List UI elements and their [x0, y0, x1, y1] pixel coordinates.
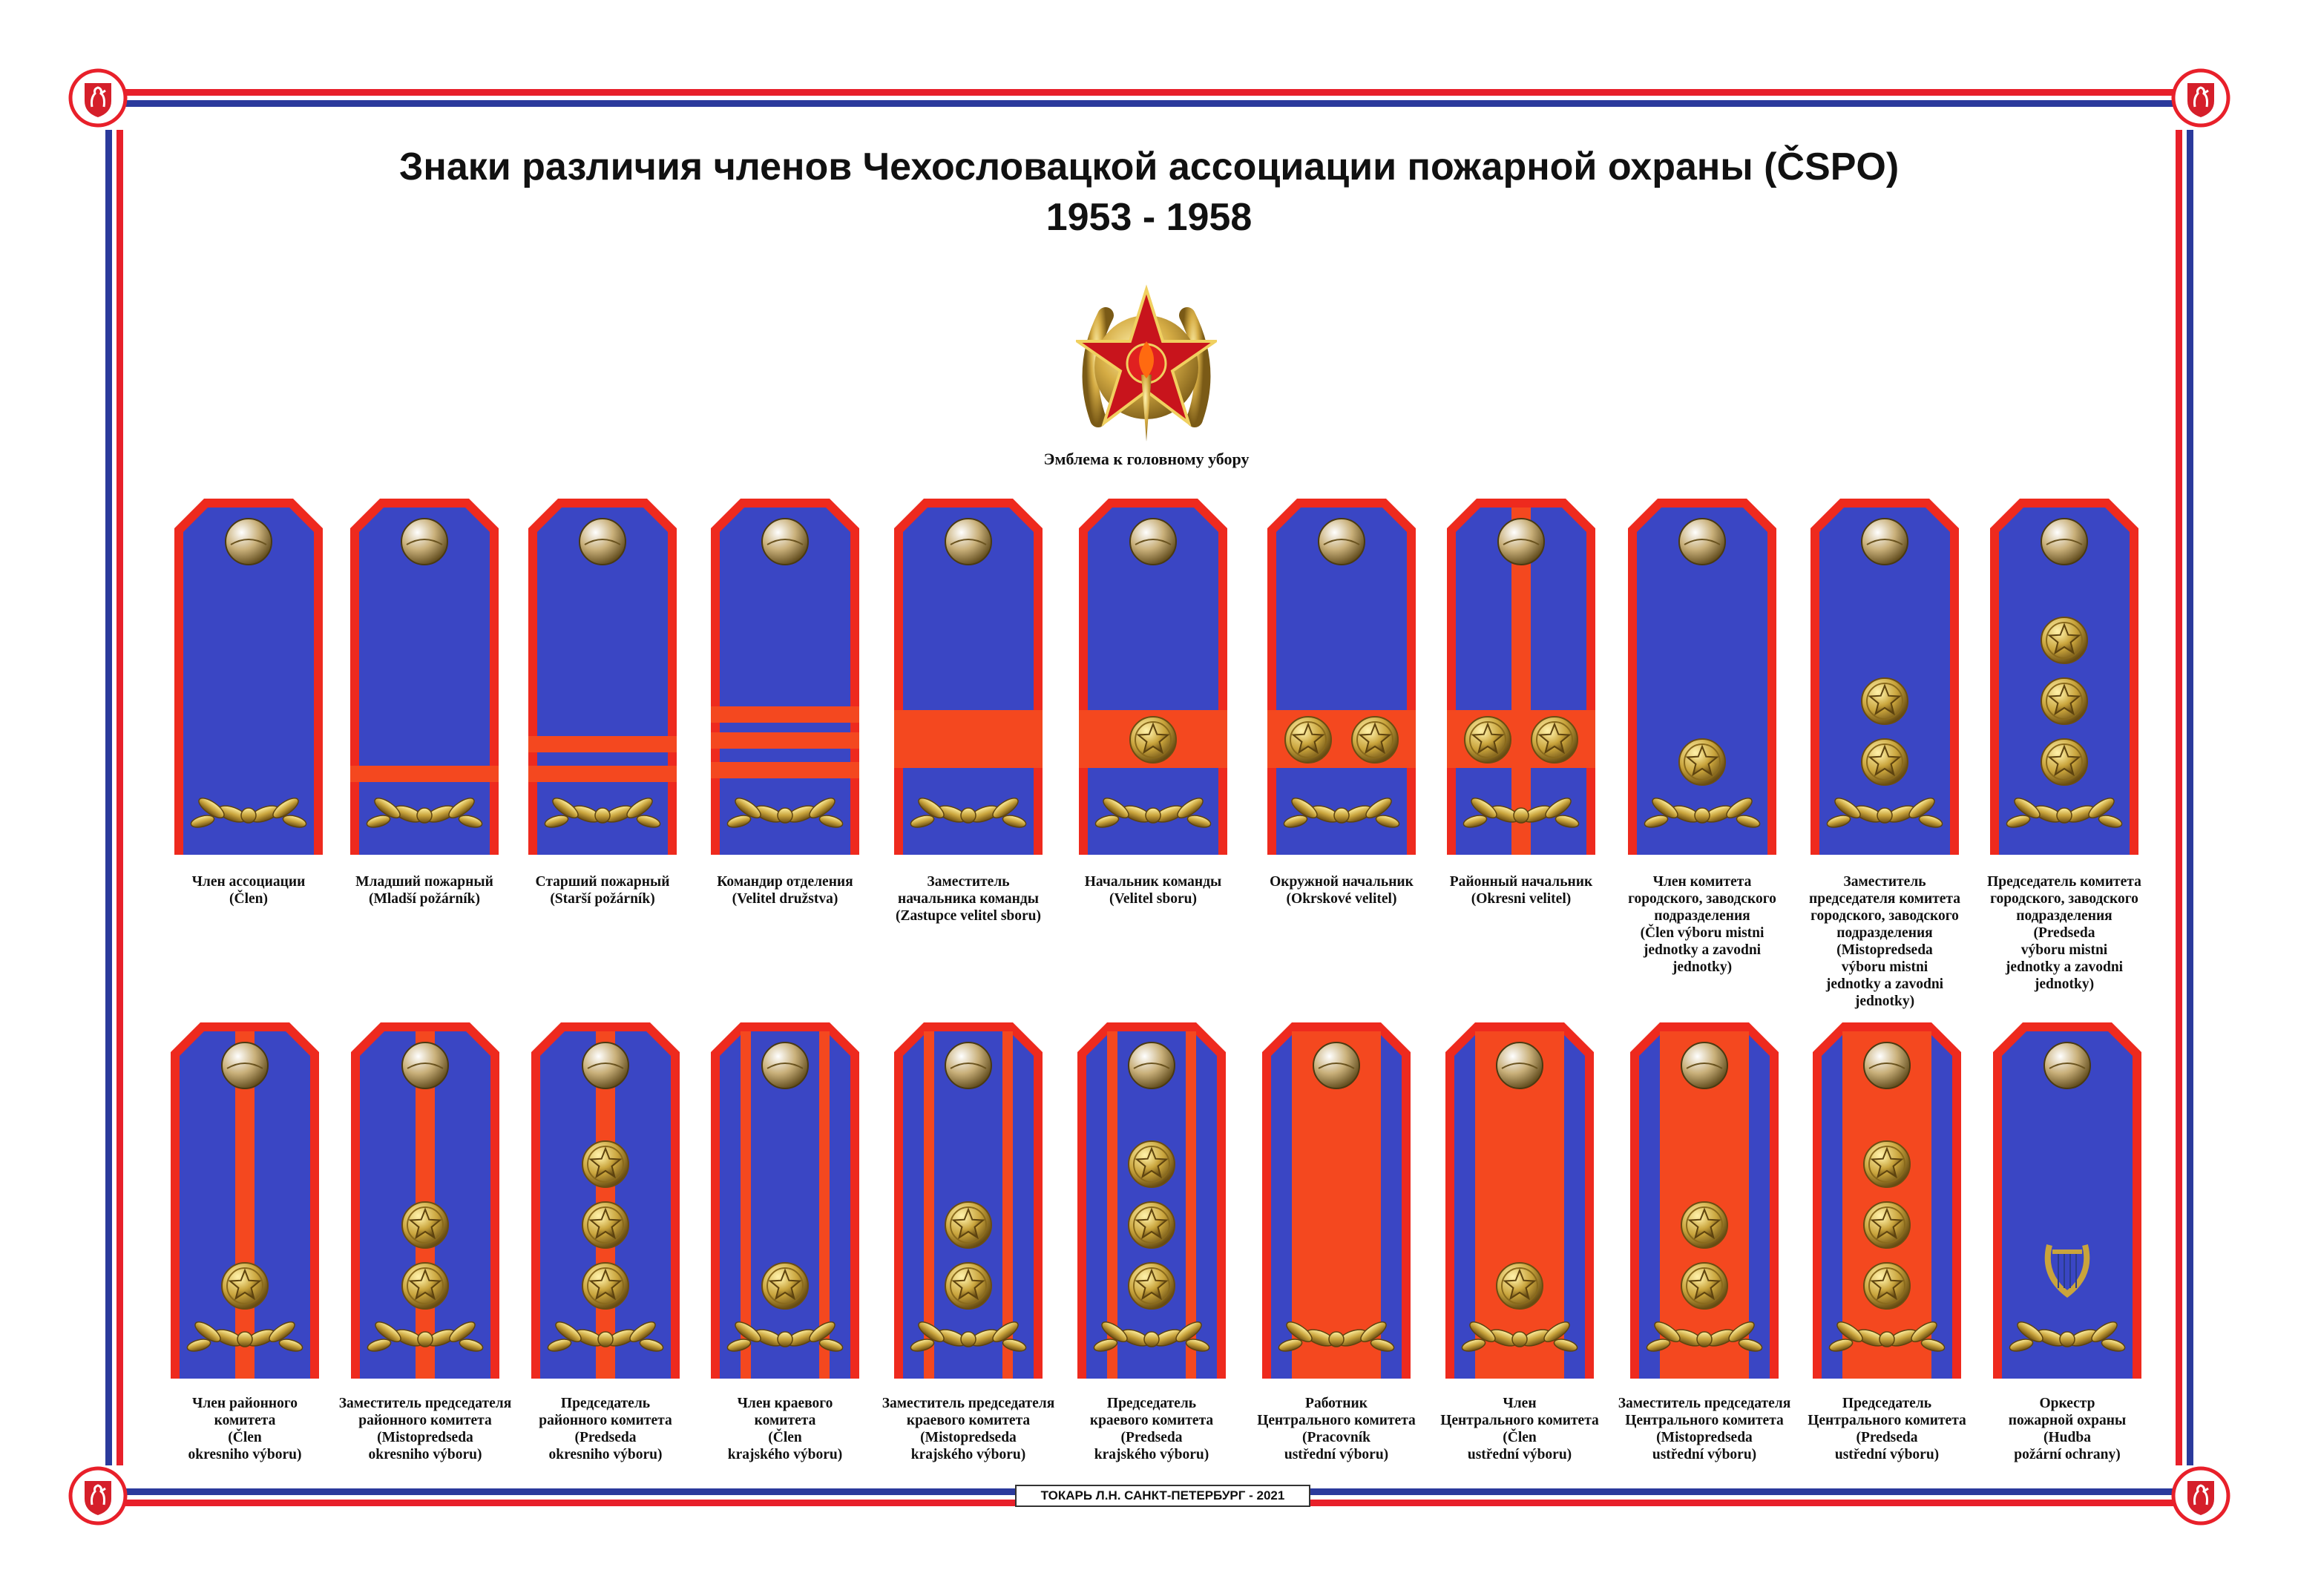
- czechoslovak-lion-shield-icon: [68, 1466, 128, 1526]
- rank-caption-line: jednotky a zavodni: [1825, 976, 1944, 992]
- strap-button-icon: [582, 1042, 628, 1088]
- rank-caption-line: Председатель: [560, 1396, 651, 1411]
- rank-caption-line: ustřední výboru): [1652, 1447, 1757, 1462]
- rank-caption-line: подразделения: [2016, 908, 2112, 924]
- rank-caption-line: Младший пожарный: [355, 874, 493, 890]
- shoulder-strap: [1267, 499, 1416, 855]
- rank-star-icon: [1285, 717, 1331, 763]
- shoulder-strap: [1445, 1022, 1594, 1379]
- strap-button-icon: [402, 1042, 448, 1088]
- rank-caption-line: krajského výboru): [727, 1447, 843, 1462]
- rank-caption-line: krajského výboru): [1094, 1447, 1209, 1462]
- rank-caption-line: городского, заводского: [1811, 908, 1959, 924]
- shoulder-strap: [351, 1022, 499, 1379]
- author-credit: ТОКАРЬ Л.Н. САНКТ-ПЕТЕРБУРГ - 2021: [1015, 1485, 1310, 1507]
- shoulder-strap: [894, 499, 1043, 855]
- rank-caption: [692, 1395, 878, 1463]
- rank-caption-line: Оркестр: [2039, 1396, 2095, 1411]
- strap-button-icon: [1319, 519, 1365, 565]
- rank-caption-line: Член: [1503, 1396, 1537, 1411]
- rank-caption-line: (Mistopredseda: [1656, 1430, 1753, 1445]
- rank-caption-line: Центрального комитета: [1257, 1413, 1416, 1428]
- strap-button-icon: [401, 519, 447, 565]
- shoulder-strap: [1993, 1022, 2141, 1379]
- rank-caption-line: комитета: [754, 1413, 816, 1428]
- rank-caption-line: (Predseda: [1856, 1430, 1918, 1445]
- rank-caption-line: начальника команды: [898, 891, 1039, 907]
- strap-button-icon: [1129, 1042, 1175, 1088]
- frame-left-red: [116, 130, 123, 1465]
- shoulder-strap: [711, 1022, 859, 1379]
- czechoslovak-lion-shield-icon: [2171, 1466, 2230, 1526]
- strap-button-icon: [762, 519, 808, 565]
- shoulder-strap: [1447, 499, 1595, 855]
- shoulder-strap: [531, 1022, 680, 1379]
- rank-star-icon: [945, 1202, 991, 1248]
- rank-caption-line: (Predseda: [1120, 1430, 1183, 1445]
- rank-caption-line: краевого комитета: [906, 1413, 1031, 1428]
- strap-button-icon: [762, 1042, 808, 1088]
- rank-caption-line: Заместитель: [1843, 874, 1926, 890]
- rank-caption-line: okresniho výboru): [548, 1447, 663, 1462]
- rank-caption-line: Заместитель председателя: [1618, 1396, 1791, 1411]
- rank-caption-line: Начальник команды: [1084, 874, 1222, 890]
- rank-star-icon: [762, 1263, 808, 1309]
- shoulder-strap: [1079, 499, 1227, 855]
- rank-caption-line: председателя комитета: [1808, 891, 1961, 907]
- strap-button-icon: [222, 1042, 268, 1088]
- rank-caption-line: Заместитель председателя: [338, 1396, 512, 1411]
- rank-caption-line: krajského výboru): [910, 1447, 1026, 1462]
- strap-button-icon: [580, 519, 626, 565]
- rank-caption-line: городского, заводского: [1628, 891, 1776, 907]
- rank-star-icon: [582, 1202, 628, 1248]
- rank-star-icon: [582, 1263, 628, 1309]
- frame-top-blue: [122, 100, 2176, 107]
- rank-star-icon: [402, 1202, 448, 1248]
- rank-caption-line: požární ochrany): [2014, 1447, 2121, 1462]
- rank-star-icon: [1129, 1141, 1175, 1187]
- rank-caption-line: Член комитета: [1652, 874, 1752, 890]
- czechoslovak-lion-shield-icon: [2171, 68, 2230, 128]
- shoulder-strap: [1628, 499, 1776, 855]
- rank-caption: [1059, 1395, 1244, 1463]
- rank-caption-line: Районный начальник: [1449, 874, 1593, 890]
- rank-star-icon: [1129, 1263, 1175, 1309]
- strap-button-icon: [226, 519, 272, 565]
- rank-caption-line: (Člen): [229, 891, 268, 907]
- strap-button-icon: [1862, 519, 1908, 565]
- rank-caption-line: (Člen: [228, 1430, 262, 1445]
- rank-caption-line: jednotky): [1672, 959, 1733, 975]
- rank-star-icon: [1862, 739, 1908, 785]
- rank-caption-line: jednotky a zavodni: [1643, 942, 1762, 958]
- rank-caption: [1974, 1395, 2160, 1463]
- rank-caption-line: Работник: [1305, 1396, 1368, 1411]
- rank-caption-line: Член ассоциации: [191, 874, 306, 890]
- shoulder-strap: [1262, 1022, 1411, 1379]
- shoulder-strap: [174, 499, 323, 855]
- strap-button-icon: [945, 519, 991, 565]
- rank-caption-line: Член краевого: [737, 1396, 833, 1411]
- strap-button-icon: [1497, 1042, 1543, 1088]
- rank-caption: [1244, 1395, 1429, 1463]
- rank-caption-line: (Mladší požárník): [368, 891, 481, 907]
- strap-button-icon: [1679, 519, 1725, 565]
- strap-button-icon: [2041, 519, 2087, 565]
- rank-caption-line: Центрального комитета: [1808, 1413, 1966, 1428]
- shoulder-strap: [1077, 1022, 1226, 1379]
- rank-caption: [692, 873, 878, 907]
- rank-caption-line: ustřední výboru): [1834, 1447, 1940, 1462]
- rank-star-icon: [2041, 617, 2087, 663]
- rank-caption-line: (Velitel družstva): [732, 891, 838, 907]
- shoulder-strap: [1813, 1022, 1961, 1379]
- rank-caption: [510, 873, 695, 907]
- rank-caption-line: подразделения: [1836, 925, 1933, 941]
- rank-star-icon: [945, 1263, 991, 1309]
- rank-caption: [1794, 1395, 1980, 1463]
- rank-caption: [1249, 873, 1434, 907]
- rank-caption-line: (Mistopredseda: [920, 1430, 1017, 1445]
- shoulder-strap: [1630, 1022, 1779, 1379]
- rank-caption: [1609, 873, 1795, 976]
- rank-caption-line: Окружной начальник: [1270, 874, 1414, 890]
- rank-star-icon: [1864, 1263, 1910, 1309]
- rank-caption: [876, 1395, 1061, 1463]
- rank-caption-line: Центрального комитета: [1440, 1413, 1599, 1428]
- rank-star-icon: [1465, 717, 1511, 763]
- rank-caption-line: (Člen: [1503, 1430, 1537, 1445]
- rank-caption: [876, 873, 1061, 925]
- strap-button-icon: [945, 1042, 991, 1088]
- rank-star-icon: [1862, 678, 1908, 724]
- rank-caption-line: výboru mistni: [1841, 959, 1928, 975]
- rank-caption-line: (Okresni velitel): [1471, 891, 1572, 907]
- rank-caption-line: подразделения: [1654, 908, 1750, 924]
- rank-caption-line: пожарной охраны: [2008, 1413, 2127, 1428]
- rank-caption-line: (Okrskové velitel): [1286, 891, 1397, 907]
- rank-caption-line: комитета: [214, 1413, 276, 1428]
- strap-button-icon: [1681, 1042, 1727, 1088]
- rank-star-icon: [1532, 717, 1578, 763]
- rank-caption-line: Командир отделения: [717, 874, 853, 890]
- shoulder-strap: [711, 499, 859, 855]
- rank-caption-line: jednotky a zavodni: [2005, 959, 2124, 975]
- rank-star-icon: [1864, 1141, 1910, 1187]
- rank-caption-line: okresniho výboru): [368, 1447, 482, 1462]
- rank-star-icon: [1681, 1202, 1727, 1248]
- shoulder-strap: [171, 1022, 319, 1379]
- czechoslovak-lion-shield-icon: [68, 68, 128, 128]
- rank-caption: [152, 1395, 338, 1463]
- rank-caption: [1972, 873, 2157, 993]
- rank-caption-line: ustřední výboru): [1467, 1447, 1572, 1462]
- rank-star-icon: [1352, 717, 1398, 763]
- rank-star-icon: [1130, 717, 1176, 763]
- frame-top-red: [122, 89, 2176, 96]
- strap-button-icon: [1313, 1042, 1359, 1088]
- rank-caption-line: Председатель: [1106, 1396, 1197, 1411]
- rank-caption: [1792, 873, 1977, 1010]
- rank-caption: [1060, 873, 1246, 907]
- shoulder-strap: [350, 499, 499, 855]
- frame-right-blue: [2187, 130, 2193, 1465]
- rank-caption: [1427, 1395, 1612, 1463]
- rank-caption-line: Член районного: [192, 1396, 298, 1411]
- red-star-torch-wreath-icon: [1076, 271, 1217, 456]
- rank-star-icon: [1497, 1263, 1543, 1309]
- rank-caption: [1612, 1395, 1797, 1463]
- rank-caption-line: районного комитета: [539, 1413, 672, 1428]
- shoulder-strap: [528, 499, 677, 855]
- rank-caption-line: jednotky): [1854, 994, 1915, 1009]
- rank-star-icon: [2041, 739, 2087, 785]
- emblem-caption: Эмблема к головному убору: [1043, 450, 1250, 468]
- page-subtitle-years: 1953 - 1958: [1045, 196, 1253, 239]
- rank-caption-line: (Mistopredseda: [377, 1430, 473, 1445]
- page-title: Знаки различия членов Чехословацкой ассоциации пожарной охраны (ČSPO): [398, 145, 1900, 188]
- rank-caption-line: (Zastupce velitel sboru): [895, 908, 1042, 924]
- rank-star-icon: [1864, 1202, 1910, 1248]
- rank-caption-line: (Velitel sboru): [1109, 891, 1197, 907]
- rank-caption-line: Центрального комитета: [1625, 1413, 1784, 1428]
- rank-caption-line: (Člen výboru mistni: [1640, 925, 1764, 941]
- rank-caption-line: Председатель: [1842, 1396, 1932, 1411]
- rank-caption-line: (Predseda: [574, 1430, 637, 1445]
- rank-caption: [332, 873, 517, 907]
- shoulder-strap: [894, 1022, 1043, 1379]
- rank-caption-line: jednotky): [2034, 976, 2095, 992]
- rank-caption-line: Председатель комитета: [1987, 874, 2141, 890]
- shoulder-strap: [1811, 499, 1959, 855]
- strap-button-icon: [1498, 519, 1544, 565]
- rank-caption-line: (Hudba: [2043, 1430, 2091, 1445]
- rank-star-icon: [1129, 1202, 1175, 1248]
- rank-caption-line: (Pracovník: [1301, 1430, 1371, 1445]
- strap-button-icon: [1864, 1042, 1910, 1088]
- rank-caption-line: Заместитель: [927, 874, 1010, 890]
- frame-right-red: [2176, 130, 2182, 1465]
- rank-caption-line: výboru mistni: [2020, 942, 2108, 958]
- rank-caption: [1428, 873, 1614, 907]
- rank-caption: [156, 873, 341, 907]
- rank-caption: [332, 1395, 518, 1463]
- frame-left-blue: [105, 130, 112, 1465]
- rank-star-icon: [1681, 1263, 1727, 1309]
- rank-caption-line: (Starší požárník): [550, 891, 655, 907]
- strap-button-icon: [1130, 519, 1176, 565]
- rank-caption-line: городского, заводского: [1990, 891, 2138, 907]
- rank-star-icon: [222, 1263, 268, 1309]
- rank-caption-line: Старший пожарный: [535, 874, 670, 890]
- rank-caption-line: okresniho výboru): [188, 1447, 302, 1462]
- rank-caption-line: краевого комитета: [1089, 1413, 1214, 1428]
- rank-caption-line: районного комитета: [358, 1413, 492, 1428]
- rank-caption-line: (Predseda: [2033, 925, 2095, 941]
- rank-caption: [513, 1395, 698, 1463]
- rank-caption-line: Заместитель председателя: [882, 1396, 1055, 1411]
- rank-star-icon: [402, 1263, 448, 1309]
- strap-button-icon: [2044, 1042, 2090, 1088]
- rank-caption-line: (Člen: [768, 1430, 802, 1445]
- rank-star-icon: [582, 1141, 628, 1187]
- rank-caption-line: (Mistopredseda: [1836, 942, 1933, 958]
- rank-star-icon: [2041, 678, 2087, 724]
- rank-caption-line: ustřední výboru): [1284, 1447, 1389, 1462]
- shoulder-strap: [1990, 499, 2138, 855]
- rank-star-icon: [1679, 739, 1725, 785]
